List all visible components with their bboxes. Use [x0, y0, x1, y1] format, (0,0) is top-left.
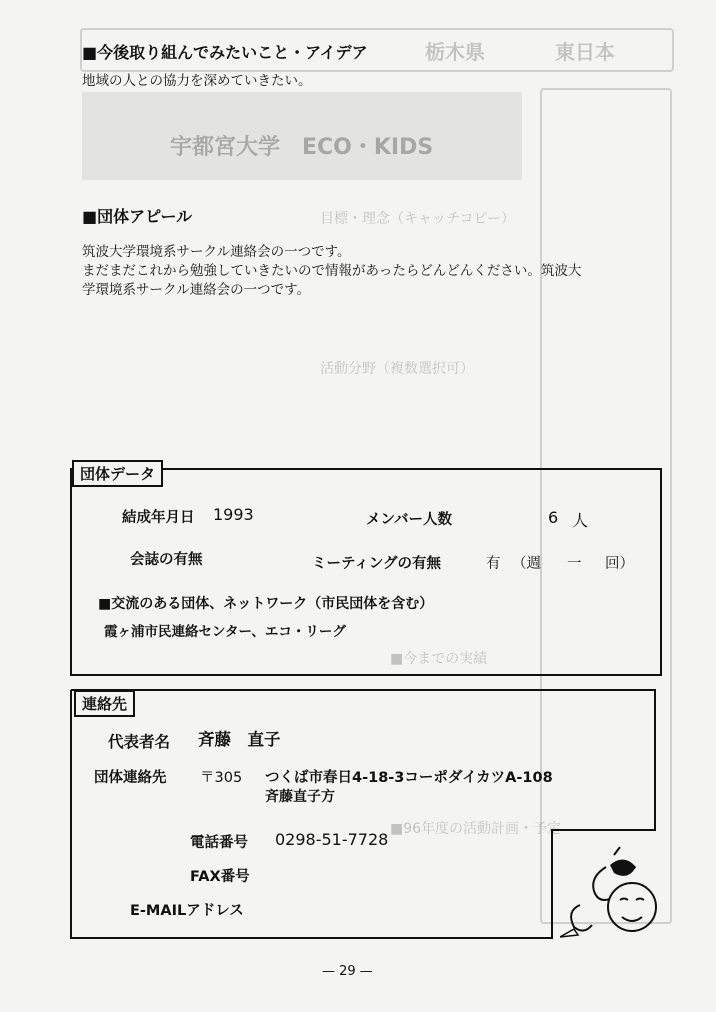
fax-label: FAX番号 — [190, 869, 250, 885]
bleed-prefecture: 栃木県 — [425, 40, 485, 64]
ideas-body: 地域の人との協力を深めていきたい。 — [82, 73, 312, 89]
network-heading: ■交流のある団体、ネットワーク（市民団体を含む） — [98, 596, 434, 612]
mascot-illustration — [560, 845, 670, 945]
contact-title: 連絡先 — [74, 690, 135, 717]
bleed-plan: ■96年度の活動計画・予定 — [390, 821, 562, 837]
network-value: 霞ヶ浦市民連絡センター、エコ・リーグ — [104, 624, 346, 640]
phone-value: 0298-51-7728 — [275, 830, 389, 849]
bleed-org-name: 宇都宮大学 ECO・KIDS — [170, 135, 434, 160]
meeting-freq-close: 回） — [605, 556, 634, 572]
meeting-freq-count: 一 — [567, 556, 582, 572]
newsletter-label: 会誌の有無 — [130, 552, 203, 568]
meeting-value: 有 — [486, 556, 501, 572]
bleed-fields: 活動分野（複数選択可） — [320, 361, 474, 377]
address-care-of: 斉藤直子方 — [265, 789, 335, 805]
rep-label: 代表者名 — [108, 733, 171, 751]
members-unit: 人 — [572, 511, 589, 530]
address-label: 団体連絡先 — [94, 770, 167, 786]
rep-value: 斉藤 直子 — [198, 730, 281, 749]
members-count: 6 — [548, 508, 559, 527]
appeal-line-1: 筑波大学環境系サークル連絡会の一つです。 — [82, 244, 351, 260]
bleed-past: ■今までの実績 — [390, 651, 488, 667]
meeting-freq-open: （週 — [512, 556, 541, 572]
group-data-title: 団体データ — [72, 460, 163, 487]
address-value: つくば市春日4-18-3コーポダイカツA-108 — [265, 770, 553, 786]
members-label: メンバー人数 — [366, 512, 452, 528]
meeting-label: ミーティングの有無 — [312, 556, 442, 572]
founded-label: 結成年月日 — [122, 510, 195, 526]
appeal-heading: ■団体アピール — [82, 207, 193, 226]
appeal-line-2: まだまだこれから勉強していきたいので情報があったらどんどんください。筑波大 — [82, 263, 582, 279]
bleed-goals: 目標・理念（キャッチコピー） — [320, 211, 515, 227]
email-label: E-MAILアドレス — [130, 903, 244, 919]
founded-value: 1993 — [213, 505, 254, 524]
postal-code: 〒305 — [200, 770, 243, 786]
page-number: — 29 — — [322, 964, 373, 979]
ideas-heading: ■今後取り組んでみたいこと・アイデア — [82, 43, 368, 62]
appeal-line-3: 学環境系サークル連絡会の一つです。 — [82, 282, 311, 298]
phone-label: 電話番号 — [190, 835, 248, 851]
bleed-region: 東日本 — [555, 40, 615, 64]
